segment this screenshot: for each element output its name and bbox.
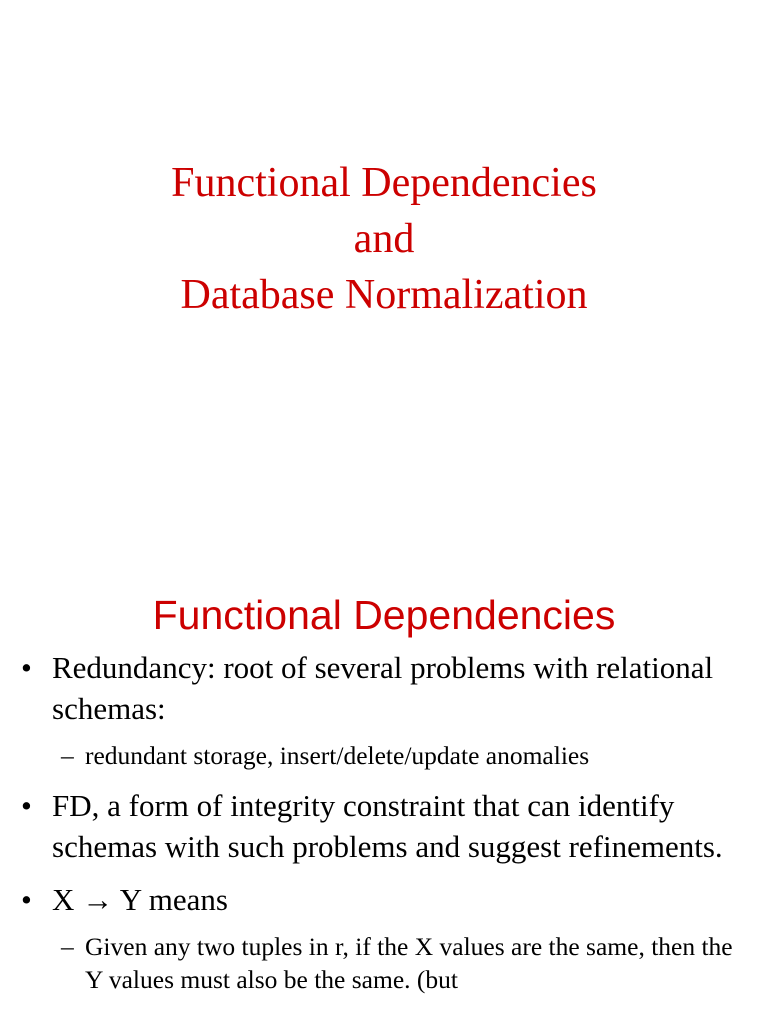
content-slide	[0, 512, 768, 1024]
sub-bullet-text: Given any two tuples in r, if the X values are the same, then the Y values must also be the same. (but	[85, 932, 733, 994]
title-line: Functional Dependencies	[171, 160, 597, 206]
bullet-item	[0, 785, 768, 867]
bullet-text: Redundancy: root of several problems with relational schemas:	[52, 650, 714, 726]
bullet-marker: •	[21, 788, 32, 823]
sub-bullet-marker: –	[61, 932, 74, 961]
sub-bullet-item	[0, 930, 768, 996]
title-line: and	[353, 216, 415, 262]
bullet-marker: •	[21, 882, 32, 917]
bullet-item	[0, 647, 768, 729]
bullet-text: X → Y means	[52, 882, 228, 917]
title-line: Database Normalization	[180, 272, 588, 318]
bullet-text: FD, a form of integrity constraint that can identify schemas with such problems and suggest refinements.	[52, 788, 723, 864]
slide-heading: Functional Dependencies	[152, 592, 616, 638]
sub-bullet-text: redundant storage, insert/delete/update anomalies	[85, 741, 590, 770]
bullet-list	[0, 647, 768, 996]
bullet-marker: •	[21, 650, 32, 685]
sub-bullet-item	[0, 739, 768, 772]
bullet-item	[0, 879, 768, 920]
slide-title	[0, 155, 768, 323]
sub-bullet-marker: –	[61, 741, 74, 770]
